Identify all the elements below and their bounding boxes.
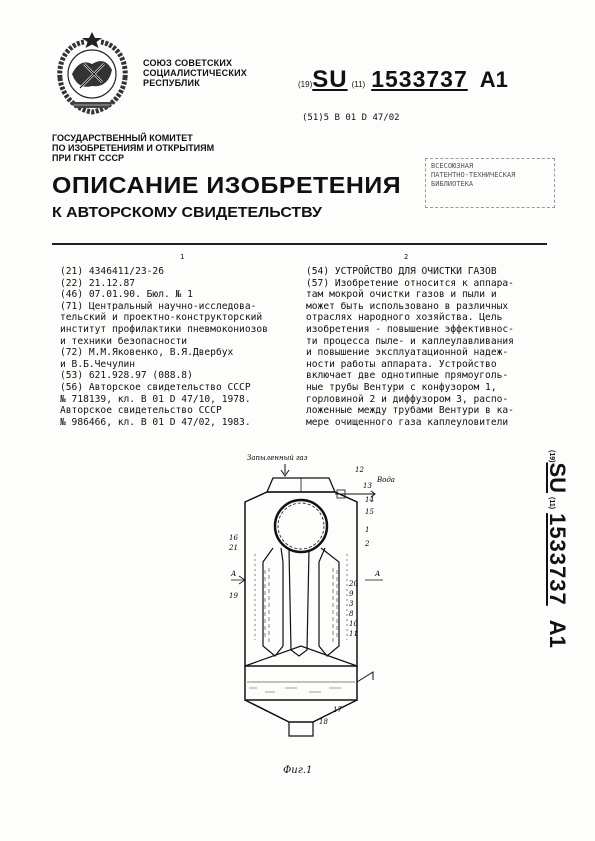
- ref-number: 1: [365, 526, 370, 534]
- patent-number: 1533737: [371, 66, 468, 92]
- section-a-left: А: [231, 570, 237, 578]
- stamp-line: БИБЛИОТЕКА: [431, 180, 474, 188]
- side-inid-19: (19): [548, 450, 555, 463]
- abstract-line: (54) УСТРОЙСТВО ДЛЯ ОЧИСТКИ ГАЗОВ: [306, 266, 497, 277]
- publication-number: [298, 66, 508, 94]
- biblio-line: Авторское свидетельство СССР: [60, 405, 222, 417]
- abstract-line: может быть использовано в различных: [306, 300, 509, 312]
- section-a-right: А: [375, 570, 381, 578]
- side-patent-number: 1533737: [545, 513, 570, 606]
- bibliographic-data: [60, 266, 300, 428]
- biblio-line: (72) М.М.Яковенко, В.Я.Двербух: [60, 347, 234, 359]
- venturi-tube-left: [263, 548, 283, 656]
- ref-number: 19: [229, 592, 238, 600]
- flow-lines: [265, 568, 337, 642]
- abstract-line: горловиной 2 и диффузором 3, распо-: [306, 393, 509, 405]
- committee-name: [52, 133, 214, 163]
- kind-code: A1: [479, 67, 508, 92]
- column-number-left: 1: [180, 253, 185, 261]
- ref-number: 13: [363, 482, 372, 490]
- biblio-line: (21) 4346411/23-26: [60, 266, 164, 277]
- abstract-line: мере очищенного газа каплеуловители: [306, 416, 509, 428]
- drum-inner: [278, 503, 324, 549]
- country-code: SU: [312, 66, 348, 93]
- ref-number: 2: [365, 540, 370, 548]
- abstract-line: изобретения - повышение эффективнос-: [306, 323, 514, 335]
- biblio-line: (56) Авторское свидетельство СССР: [60, 381, 251, 393]
- gas-inlet-arrow: [281, 464, 289, 476]
- ref-number: 21: [229, 544, 238, 552]
- abstract-line: отраслях народного хозяйства. Цель: [306, 312, 503, 324]
- abstract-line: там мокрой очистки газов и пыли и: [306, 289, 497, 301]
- stamp-line: ВСЕСОЮЗНАЯ: [431, 162, 474, 170]
- ref-number: 12: [355, 466, 364, 474]
- biblio-line: тельский и проектно-конструкторский: [60, 312, 263, 324]
- ref-number: 15: [365, 508, 374, 516]
- abstract-line: ности работы аппарата. Устройство: [306, 358, 497, 370]
- committee-line: ГОСУДАРСТВЕННЫЙ КОМИТЕТ: [52, 133, 193, 143]
- issuer-name: [143, 58, 247, 88]
- ipc-classification: (51)5 В 01 D 47/02: [302, 113, 400, 123]
- ussr-emblem-icon: [50, 28, 135, 118]
- header-drum: [275, 500, 327, 552]
- abstract-line: включает две однотипные прямоуголь-: [306, 370, 509, 382]
- biblio-line: (46) 07.01.90. Бюл. № 1: [60, 289, 193, 301]
- overflow-pipe: [357, 672, 373, 682]
- abstract-text: [306, 266, 558, 428]
- side-country-code: SU: [545, 462, 570, 494]
- ref-number: 8: [349, 610, 354, 618]
- abstract-line: ные трубы Вентури с конфузором 1,: [306, 381, 497, 393]
- ref-number: 14: [365, 496, 374, 504]
- ref-number: 17: [333, 706, 342, 714]
- inid-11: (11): [351, 80, 366, 89]
- side-kind-code: A1: [545, 619, 570, 648]
- issuer-line: СОЮЗ СОВЕТСКИХ: [143, 58, 233, 68]
- abstract-line: ложенные между трубами Вентури в ка-: [306, 405, 514, 417]
- biblio-line: (22) 21.12.87: [60, 277, 136, 289]
- gas-inlet-label: Запыленный газ: [247, 454, 308, 462]
- side-inid-11: (11): [548, 497, 555, 510]
- biblio-line: и техники безопасности: [60, 335, 188, 347]
- library-stamp: [425, 158, 555, 208]
- cone-partition: [245, 646, 357, 666]
- sludge-tank: [245, 666, 357, 700]
- document-subtitle: К АВТОРСКОМУ СВИДЕТЕЛЬСТВУ: [52, 204, 322, 221]
- abstract-line: и повышение эксплуатационной надеж-: [306, 347, 509, 359]
- technical-drawing: [225, 450, 395, 760]
- housing: [245, 492, 357, 666]
- water-label: Вода: [377, 476, 395, 484]
- biblio-line: № 718139, кл. В 01 D 47/10, 1978.: [60, 393, 251, 405]
- biblio-line: институт профилактики пневмокониозов: [60, 323, 268, 335]
- issuer-line: РЕСПУБЛИК: [143, 78, 200, 88]
- ref-number: 3: [349, 600, 354, 608]
- header-divider: [52, 243, 547, 245]
- droplet-separator: [289, 550, 309, 656]
- biblio-line: (71) Центральный научно-исследова-: [60, 300, 257, 312]
- side-code-text: [544, 450, 570, 648]
- ref-number: 11: [349, 630, 358, 638]
- biblio-line: № 986466, кл. В 01 D 47/02, 1983.: [60, 416, 251, 428]
- ref-number: 18: [319, 718, 328, 726]
- biblio-line: и В.Б.Чечулин: [60, 358, 136, 370]
- abstract-line: ти процесса пыле- и каплеулавливания: [306, 335, 514, 347]
- biblio-line: (53) 621.928.97 (088.8): [60, 370, 193, 382]
- column-number-right: 2: [404, 253, 409, 261]
- document-title: ОПИСАНИЕ ИЗОБРЕТЕНИЯ: [52, 172, 402, 198]
- outlet-nozzle: [289, 722, 313, 736]
- water-hatching: [249, 688, 341, 692]
- abstract-line: (57) Изобретение относится к аппара-: [306, 277, 514, 289]
- ref-number: 16: [229, 534, 238, 542]
- committee-line: ПО ИЗОБРЕТЕНИЯМ И ОТКРЫТИЯМ: [52, 143, 215, 153]
- committee-line: ПРИ ГКНТ СССР: [52, 153, 125, 163]
- ref-number: 10: [349, 620, 358, 628]
- issuer-line: СОЦИАЛИСТИЧЕСКИХ: [143, 68, 247, 78]
- stamp-line: ПАТЕНТНО-ТЕХНИЧЕСКАЯ: [431, 171, 516, 179]
- inid-19: (19): [298, 80, 313, 89]
- side-publication-code: [524, 450, 574, 760]
- venturi-tube-right: [319, 548, 339, 656]
- figure-caption: Фиг.1: [283, 765, 313, 776]
- ref-number: 20: [349, 580, 358, 588]
- ref-number: 9: [349, 590, 354, 598]
